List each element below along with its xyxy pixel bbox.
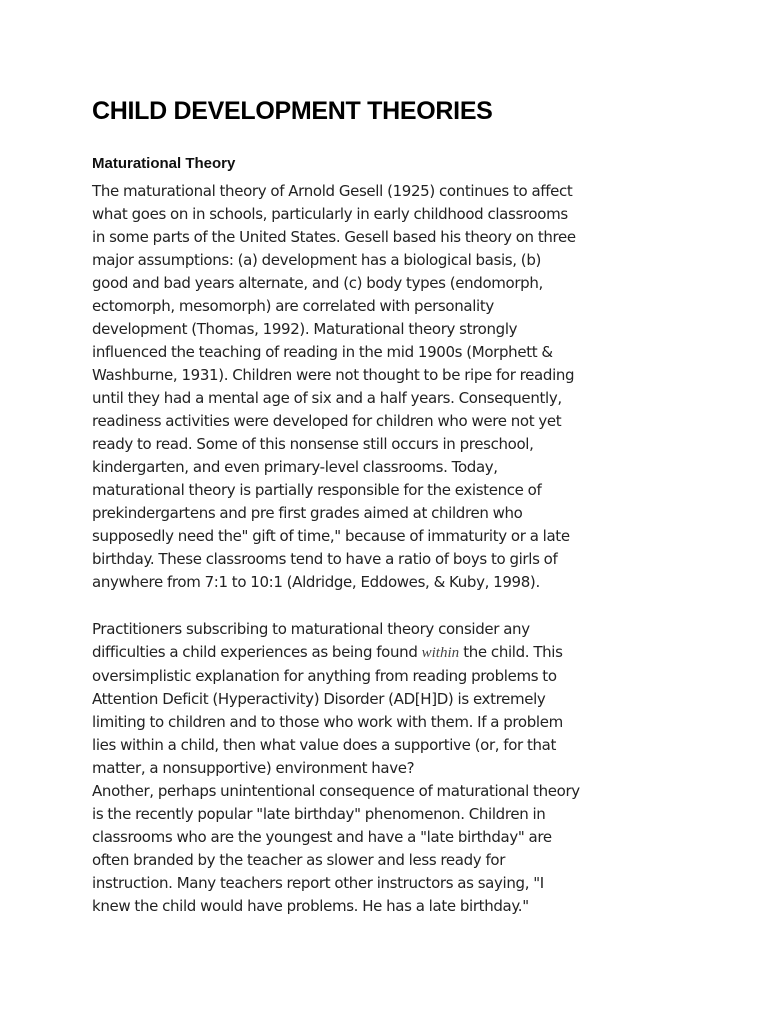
text-line: until they had a mental age of six and a half years. Consequently, [92,389,562,407]
text-line: development (Thomas, 1992). Maturational theory strongly [92,320,518,338]
text-segment: the child. This [459,643,563,661]
text-line: lies within a child, then what value does a supportive (or, for that [92,736,557,754]
text-line: The maturational theory of Arnold Gesell (1925) continues to affect [92,182,573,200]
text-line: ready to read. Some of this nonsense still occurs in preschool, [92,435,534,453]
text-line: anywhere from 7:1 to 10:1 (Aldridge, Eddowes, & Kuby, 1998). [92,573,540,591]
document-body [92,92,682,918]
text-line: is the recently popular "late birthday" phenomenon. Children in [92,805,546,823]
paragraph-practitioners [92,618,682,780]
emphasis-text: within [421,645,460,661]
text-line: kindergarten, and even primary-level classrooms. Today, [92,458,498,476]
text-line: Practitioners subscribing to maturational theory consider any [92,620,530,638]
text-line: Attention Deficit (Hyperactivity) Disorder (AD[H]D) is extremely [92,690,546,708]
text-line: matter, a nonsupportive) environment have? [92,759,415,777]
paragraph-late-birthday [92,780,682,918]
text-line: limiting to children and to those who work with them. If a problem [92,713,563,731]
text-line-with-emphasis [92,641,682,665]
text-line: what goes on in schools, particularly in early childhood classrooms [92,205,568,223]
text-line: good and bad years alternate, and (c) body types (endomorph, [92,274,543,292]
text-line: often branded by the teacher as slower and less ready for [92,851,506,869]
text-line: prekindergartens and pre first grades aimed at children who [92,504,523,522]
text-line: Washburne, 1931). Children were not thought to be ripe for reading [92,366,575,384]
paragraph-maturational-theory-intro [92,180,682,594]
text-line: Another, perhaps unintentional consequence of maturational theory [92,782,580,800]
text-line: ectomorph, mesomorph) are correlated with personality [92,297,494,315]
text-line: influenced the teaching of reading in the mid 1900s (Morphett & [92,343,553,361]
text-line: birthday. These classrooms tend to have a ratio of boys to girls of [92,550,558,568]
text-line: oversimplistic explanation for anything from reading problems to [92,667,557,685]
text-line: readiness activities were developed for children who were not yet [92,412,562,430]
text-line: maturational theory is partially responsible for the existence of [92,481,542,499]
text-line: major assumptions: (a) development has a biological basis, (b) [92,251,541,269]
text-line: supposedly need the" gift of time," because of immaturity or a late [92,527,570,545]
document-title: CHILD DEVELOPMENT THEORIES [92,97,493,125]
text-line: in some parts of the United States. Gesell based his theory on three [92,228,576,246]
section-heading: Maturational Theory [92,155,236,172]
text-line: knew the child would have problems. He has a late birthday." [92,897,529,915]
text-line: instruction. Many teachers report other instructors as saying, "I [92,874,544,892]
text-line: classrooms who are the youngest and have a "late birthday" are [92,828,552,846]
text-segment: difficulties a child experiences as being found [92,643,422,661]
